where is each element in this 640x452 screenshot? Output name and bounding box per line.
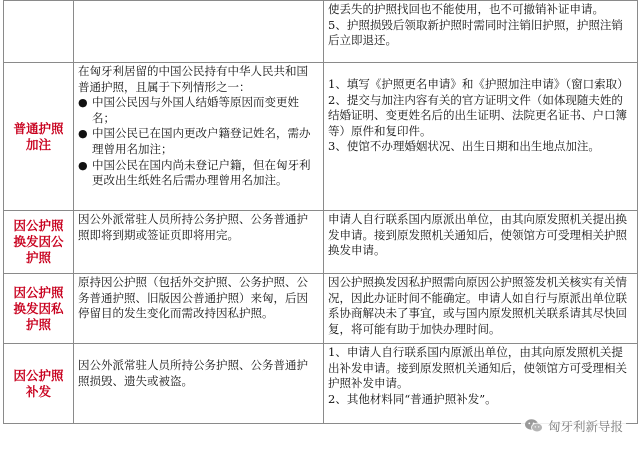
bullet-icon: ● xyxy=(78,158,88,172)
procedure-cell xyxy=(324,274,638,344)
list-item: ● 中国公民在国内尚未登记户籍，但在匈牙利更改出生纸姓名后需办理曾用名加注。 xyxy=(78,157,311,188)
conditions-cell xyxy=(74,274,324,344)
table-row-ordinary-passport-annotation xyxy=(4,63,638,211)
table-row-continuation xyxy=(4,1,638,63)
procedure-line: 因公护照换发因私护照需向原因公护照签发机关核实有关情况，因此办证时间不能确定。申请人如自行与原派出单位联系协商解决未了事宜，或与国内原发照机关联系请其尽快回复，将可能有助于加快办理时间。 xyxy=(328,275,627,336)
category-cell: 普通护照加注 xyxy=(4,63,74,211)
category-cell xyxy=(4,1,74,63)
condition-text: 因公外派常驻人员所持公务护照、公务普通护照损毁、遗失或被盗。 xyxy=(78,358,308,388)
condition-list xyxy=(78,95,319,189)
procedure-line: 申请人自行联系国内原派出单位，由其向原发照机关提出换发申请。接到原发照机关通知后，使领馆方可受理相关护照换发申请。 xyxy=(328,212,627,258)
table-row-official-to-private xyxy=(4,274,638,344)
watermark-text: 匈牙利新导报 xyxy=(547,419,623,434)
category-cell: 因公护照换发因私护照 xyxy=(4,274,74,344)
procedure-line: 2、提交与加注内容有关的官方证明文件（如体现随夫姓的结婚证明、变更姓名后的出生证明、法院更名证书、户口簿等）原件和复印件。 xyxy=(328,92,627,138)
procedure-line: 使丢失的护照找回也不能使用，也不可撤销补证申请。 xyxy=(328,2,604,16)
procedure-cell xyxy=(324,211,638,274)
category-cell: 因公护照换发因公护照 xyxy=(4,211,74,274)
passport-service-table xyxy=(3,0,638,424)
conditions-cell xyxy=(74,63,324,211)
condition-text: 原持因公护照（包括外交护照、公务护照、公务普通护照、旧版因公普通护照）来匈，后因停留目的发生变化而需改持因私护照。 xyxy=(78,275,308,321)
list-item: ● 中国公民因与外国人结婚等原因而变更姓名； xyxy=(78,95,299,125)
list-item: ● 中国公民已在国内更改户籍登记姓名，需办理曾用名加注； xyxy=(78,126,311,156)
wechat-icon xyxy=(524,418,544,434)
conditions-cell xyxy=(74,1,324,63)
procedure-cell xyxy=(324,63,638,211)
table-row-official-to-official xyxy=(4,211,638,274)
procedure-line: 3、使馆不办理婚姻状况、出生日期和出生地点加注。 xyxy=(328,139,600,154)
conditions-cell xyxy=(74,211,324,274)
conditions-cell xyxy=(74,344,324,424)
procedure-cell xyxy=(324,1,638,63)
bullet-icon: ● xyxy=(78,127,88,141)
procedure-line: 5、护照损毁后领取新护照时需同时注销旧护照，护照注销后立即退还。 xyxy=(328,17,623,48)
procedure-line: 1、申请人自行联系国内原派出单位，由其向原发照机关提出补发申请。接到原发照机关通知后，使领馆方可受理相关护照补发申请。 xyxy=(328,345,627,391)
condition-intro: 在匈牙利居留的中国公民持有中华人民共和国普通护照，且属于下列情形之一： xyxy=(78,64,308,94)
table-row-official-reissue xyxy=(4,344,638,424)
procedure-line: 2、其他材料同“普通护照补发”。 xyxy=(328,391,497,406)
bullet-icon: ● xyxy=(78,96,88,110)
category-cell: 因公护照补发 xyxy=(4,344,74,424)
procedure-cell xyxy=(324,344,638,424)
watermark xyxy=(521,417,626,435)
condition-text: 因公外派常驻人员所持公务护照、公务普通护照即将到期或签证页即将用完。 xyxy=(78,212,308,242)
procedure-line: 1、填写《护照更名申请》和《护照加注申请》（窗口索取） xyxy=(328,77,629,91)
